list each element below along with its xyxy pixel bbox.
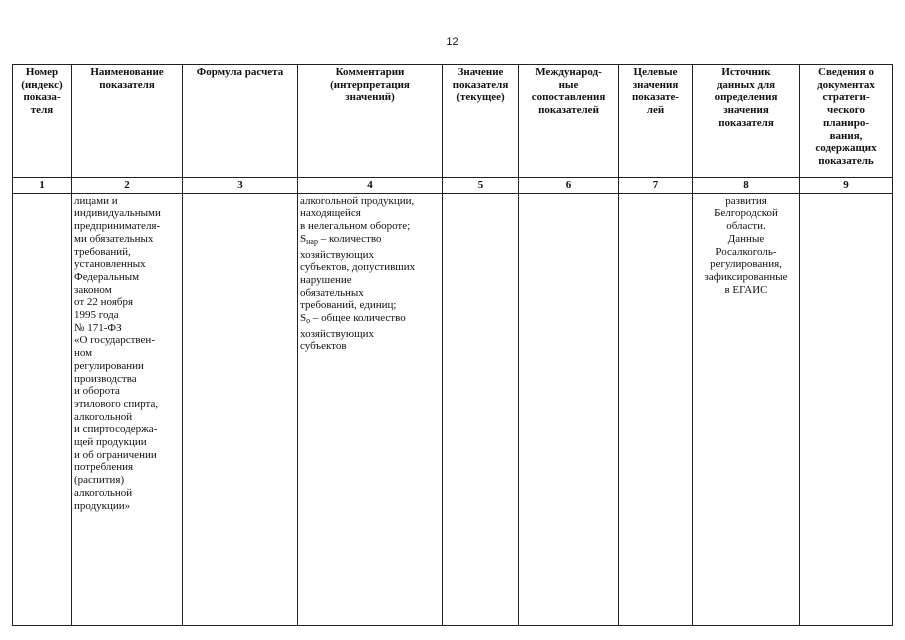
cell-data-source: развития Белгородской области. Данные Росалкоголь- регулирования, зафиксированные в ЕГАИС (693, 193, 800, 625)
cell-indicator-name: лицами и индивидуальными предпринимателя- ми обязательных требований, установленных Федеральным законом от 22 ноября 1995 года № 171-ФЗ «О государствен- ном регулировании производства и оборота этилового спирта, алкогольной и спиртосодержа- щей продукции и об ограничении потребления (распития) алкогольной продукции» (72, 193, 183, 625)
column-number-row (13, 178, 893, 194)
cell-current-value (443, 193, 519, 625)
header-current-value: Значение показателя (текущее) (443, 65, 519, 178)
column-number: 3 (183, 178, 298, 194)
table-row (13, 193, 893, 625)
s-nar-definition: – количество хозяйствующих субъектов, допустивших нарушение обязательных требований, единиц; (300, 232, 416, 312)
indicator-table (12, 64, 893, 626)
column-number: 9 (800, 178, 893, 194)
page-number: 12 (446, 36, 459, 48)
s-nar-subscript: нар (306, 236, 318, 246)
header-formula: Формула расчета (183, 65, 298, 178)
header-index: Номер (индекс) показа- теля (13, 65, 72, 178)
column-number: 5 (443, 178, 519, 194)
cell-strategic-documents (800, 193, 893, 625)
s-o-subscript: о (306, 316, 311, 326)
column-number: 8 (693, 178, 800, 194)
cell-target-values (619, 193, 693, 625)
header-row (13, 65, 893, 178)
cell-index (13, 193, 72, 625)
header-international-comparison: Международ- ные сопоставления показателей (519, 65, 619, 178)
header-strategic-documents: Сведения о документах стратеги- ческого планиро- вания, содержащих показатель (800, 65, 893, 178)
column-number: 4 (298, 178, 443, 194)
cell-formula (183, 193, 298, 625)
s-o-definition: – общее количество хозяйствующих субъектов (300, 312, 406, 353)
column-number: 2 (72, 178, 183, 194)
comment-s-nar (300, 233, 440, 312)
cell-comments (298, 193, 443, 625)
header-indicator-name: Наименование показателя (72, 65, 183, 178)
s-o-symbol: S (300, 312, 307, 325)
column-number: 7 (619, 178, 693, 194)
column-number: 1 (13, 178, 72, 194)
header-comments: Комментарии (интерпретация значений) (298, 65, 443, 178)
header-data-source: Источник данных для определения значения показателя (693, 65, 800, 178)
header-target-values: Целевые значения показате- лей (619, 65, 693, 178)
comment-text: алкогольной продукции, находящейся в нелегальном обороте; (300, 194, 415, 233)
comment-s-o (300, 312, 440, 353)
cell-international-comparison (519, 193, 619, 625)
s-nar-symbol: S (300, 232, 307, 245)
column-number: 6 (519, 178, 619, 194)
